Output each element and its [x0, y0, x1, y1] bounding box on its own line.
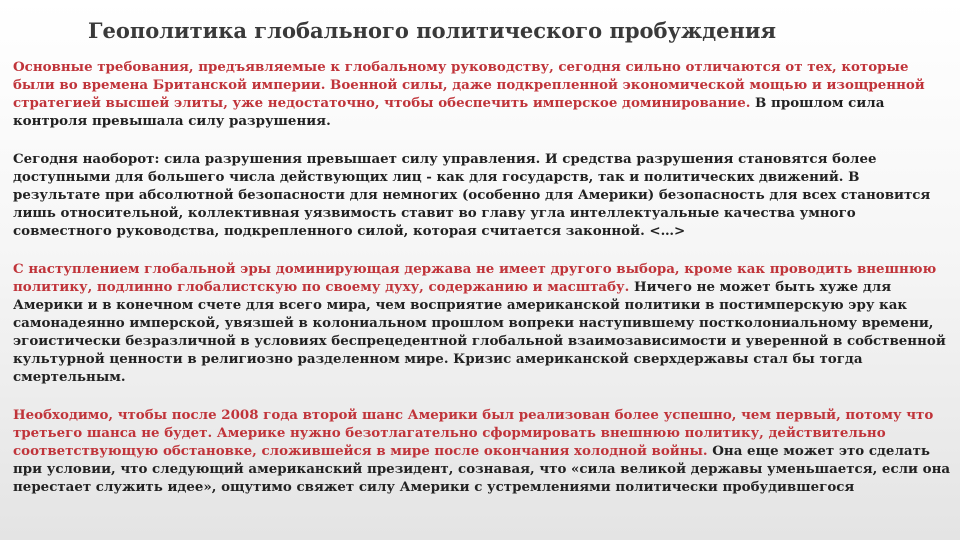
paragraph-1	[13, 58, 951, 130]
paragraph-1-highlight: Основные требования, предъявляемые к глобальному руководству, сегодня сильно отличаются от тех, которые были во времена Британской империи. Военной силы, даже подкрепленной экономической мощью и изощренной стратегией высшей элиты, уже недостаточно, чтобы обеспечить имперское доминирование.	[13, 59, 925, 111]
slide-body	[13, 58, 951, 516]
paragraph-3-text: Ничего не может быть хуже для Америки и в конечном счете для всего мира, чем восприятие американской политики в постимперскую эру как самонадеянно имперской, увязшей в колониальном прошлом вопреки наступившему постколониальному времени, эгоистически безразличной в условиях беспрецедентной глобальной взаимозависимости и уверенной в собственной культурной ценности в религиозно разделенном мире. Кризис американской сверхдержавы стал бы тогда смертельным.	[13, 279, 946, 385]
paragraph-3-highlight: С наступлением глобальной эры доминирующая держава не имеет другого выбора, кроме как проводить внешнюю политику, подлинно глобалистскую по своему духу, содержанию и масштабу.	[13, 261, 937, 295]
paragraph-2-text: Сегодня наоборот: сила разрушения превышает силу управления. И средства разрушения становятся более доступными для большего числа действующих лиц - как для государств, так и политических движений. В результате при абсолютной безопасности для немногих (особенно для Америки) безопасность для всех становится лишь относительной, коллективная уязвимость ставит во главу угла интеллектуальные качества умного совместного руководства, подкрепленного силой, которая считается законной. <…>	[13, 151, 931, 239]
paragraph-4	[13, 406, 951, 496]
slide-title: Геополитика глобального политического пробуждения	[88, 18, 776, 43]
paragraph-4-highlight: Необходимо, чтобы после 2008 года второй шанс Америки был реализован более успешно, чем первый, потому что третьего шанса не будет. Америке нужно безотлагательно сформировать внешнюю политику, действительно соответствующую обстановке, сложившейся в мире после окончания холодной войны.	[13, 407, 934, 459]
paragraph-1-text: В прошлом сила контроля превышала силу разрушения.	[13, 95, 885, 129]
paragraph-3	[13, 260, 951, 386]
paragraph-4-text: Она еще может это сделать при условии, что следующий американский президент, сознавая, что «сила великой державы уменьшается, если она перестает служить идее», ощутимо свяжет силу Америки с устремлениями политически пробудившегося	[13, 443, 951, 495]
paragraph-2	[13, 150, 951, 240]
